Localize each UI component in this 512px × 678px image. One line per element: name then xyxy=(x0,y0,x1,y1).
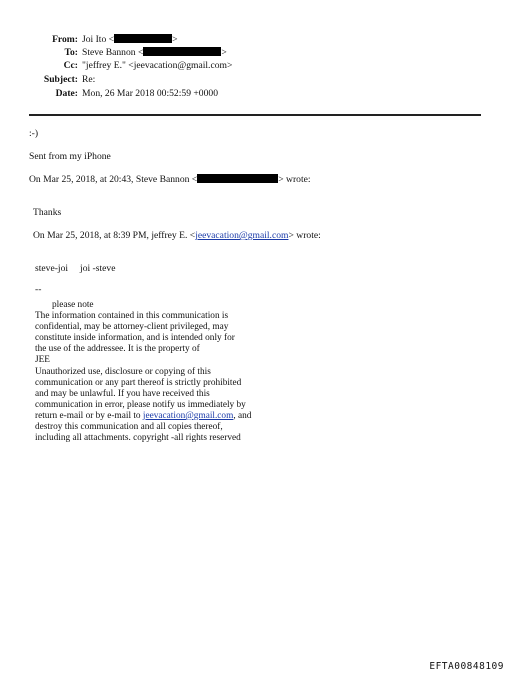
to-label: To: xyxy=(64,47,78,58)
header-divider xyxy=(29,114,481,116)
redaction-box xyxy=(197,174,278,183)
notice-line: constitute inside information, and is intended only for xyxy=(35,333,235,344)
cc-value: "jeffrey E." <jeevacation@gmail.com> xyxy=(82,60,233,71)
cc-label: Cc: xyxy=(63,60,78,71)
intro-line: steve-joi joi -steve xyxy=(35,263,116,274)
notice-line: communication or any part thereof is strictly prohibited xyxy=(35,377,242,388)
redaction-box xyxy=(143,47,221,56)
quote-header-1 xyxy=(29,174,311,186)
notice-line: the use of the addressee. It is the property of xyxy=(35,344,200,355)
cc-row xyxy=(0,59,232,72)
quote-header-2 xyxy=(33,230,321,242)
notice-line: Unauthorized use, disclosure or copying of this xyxy=(35,366,211,377)
to-value: Steve Bannon < xyxy=(82,47,144,58)
to-row xyxy=(0,46,227,59)
email-link[interactable]: jeevacation@gmail.com xyxy=(142,410,234,421)
signature: Sent from my iPhone xyxy=(29,151,111,162)
confidentiality-notice xyxy=(35,300,251,444)
notice-line xyxy=(35,411,251,422)
close-bracket: > xyxy=(221,47,227,58)
quote-header-2-prefix: On Mar 25, 2018, at 8:39 PM, jeffrey E. < xyxy=(33,230,196,241)
notice-line: confidential, may be attorney-client privileged, may xyxy=(35,322,229,333)
notice-line: and may be unlawful. If you have received this xyxy=(35,388,210,399)
notice-line-prefix: return e-mail or by e-mail to xyxy=(35,410,143,421)
subject-value: Re: xyxy=(82,74,96,85)
close-bracket: > xyxy=(172,34,178,45)
from-label: From: xyxy=(52,34,78,45)
date-value: Mon, 26 Mar 2018 00:52:59 +0000 xyxy=(82,88,218,99)
from-value: Joi Ito < xyxy=(82,34,115,45)
document-id: EFTA00848109 xyxy=(429,661,504,672)
redaction-box xyxy=(114,34,172,43)
date-row xyxy=(0,87,218,100)
notice-line: destroy this communication and all copies thereof, xyxy=(35,422,223,433)
notice-line: JEE xyxy=(35,355,50,366)
quote-header-1-suffix: > wrote: xyxy=(278,174,311,185)
subject-label: Subject: xyxy=(43,74,78,85)
reply-text: :-) xyxy=(29,128,39,139)
thanks-text: Thanks xyxy=(33,207,62,218)
signature-dashes: -- xyxy=(35,284,42,295)
email-link[interactable]: jeevacation@gmail.com xyxy=(195,230,289,241)
notice-line: including all attachments. copyright -all rights reserved xyxy=(35,433,241,444)
notice-line: please note xyxy=(52,300,94,310)
from-row xyxy=(0,33,177,46)
notice-line: communication in error, please notify us immediately by xyxy=(35,399,246,410)
quote-header-1-prefix: On Mar 25, 2018, at 20:43, Steve Bannon < xyxy=(29,174,198,185)
subject-row xyxy=(0,73,95,86)
quote-header-2-suffix: > wrote: xyxy=(288,230,321,241)
date-label: Date: xyxy=(55,88,78,99)
notice-line: The information contained in this communication is xyxy=(35,311,229,322)
notice-line-suffix: , and xyxy=(233,410,252,421)
